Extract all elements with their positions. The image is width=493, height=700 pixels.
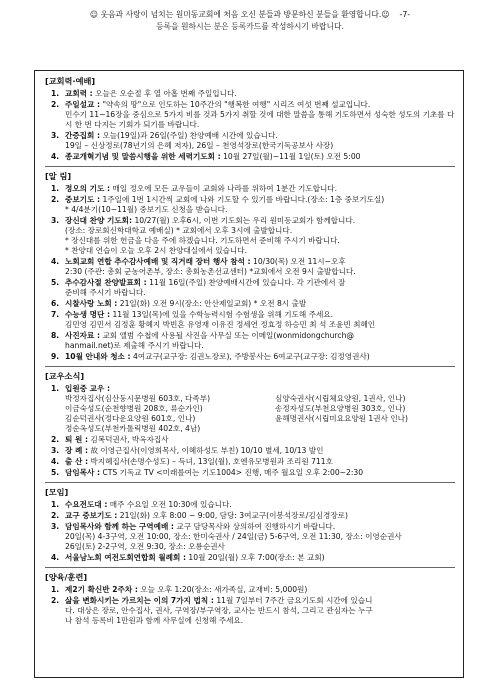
- bulletin-frame: [34, 70, 464, 678]
- list-item: 2. 삶을 변화시키는 가르치는 이의 7가지 법칙 : 11월 7일부터 7주간 금요기도회 시간에 있습니 다. 대상은 장로, 안수집사, 권사, 구역장/부구역장, 교사는 반드시 참석, 그리고 관심자는 누구 나 참석 등록비 1만원과 함께 사무실에 신청해 주세요.: [51, 595, 373, 625]
- table-row: 이금숙성도(순천향병원 208호, 류순가인) 송정자성도(부천요양병원 303호, 인나): [65, 403, 406, 413]
- list-item: 5. 추수감사절 찬양발표회 : 11월 16일(주일) 찬양예배시간에 있습니다. 각 기관에서 잘 준비해 주시기 바랍니다.: [51, 277, 346, 297]
- page-number: -7-: [399, 10, 411, 19]
- list-item: 9. 10월 안내와 청소 : 4여교구(교구장: 김권노장로), 주방봉사는 6여교구(교구장: 김정영권사): [51, 352, 370, 362]
- list-item: 1. 교회력 : 오늘은 오순절 후 열 아홉 번째 주일입니다.: [51, 88, 237, 98]
- list-item: 1. 정오의 기도 : 매일 정오에 모든 교우들이 교회와 나라를 위하여 1분간 기도합니다.: [51, 183, 338, 193]
- list-item: 2. 주일설교 : "약속의 땅"으로 인도하는 10주간의 "행복한 여행" 시리즈 여섯 번째 설교입니다. 민수기 11~16장을 중심으로 5가지 비를 것과 5가지 취할 것에 대한 말씀을 통해 기도하면서 성숙한 성도의 기초를 다시 한 번 다지는 기회가 되기를 바랍니다.: [51, 99, 455, 129]
- list-item: 2. 퇴 원 : 김복덕권사, 박옥자집사: [51, 434, 169, 444]
- section-title: [교우소식]: [45, 371, 85, 382]
- welcome-message: ☺ 웃음과 사랑이 넘치는 원미동교회에 처음 오신 분들과 방문하신 분들을 환영합니다.☺: [89, 10, 390, 19]
- list-item: 4. 서울남노회 여전도회연합회 월례회 : 10월 20일(월) 오후 7:00(장소: 본 교회): [51, 552, 325, 562]
- list-item: 4. 종교개혁기념 및 말씀시행을 위한 세력기도회 : 10월 27일(월)~11월 1일(토) 오전 5:00: [51, 151, 361, 161]
- list-item: 2. 교구 중보기도 : 21일(화) 오후 8:00 ~ 9:00, 담당: 3여교구(이봉석장로/김심경장로): [51, 510, 348, 520]
- section-parish-news: [45, 366, 455, 478]
- list-item: 3. 장 례 : 故 이영근집사(이영희목사, 이혜하성도 부친) 10/10 별세, 10/13 발인: [51, 445, 324, 455]
- section-title: [모임]: [45, 487, 69, 497]
- table-row: 김순덕권사(정다운요양원 601호, 인나) 윤해명권사(시립미요요양원 1권사 인나): [65, 413, 408, 423]
- section-church-calendar: [45, 76, 455, 162]
- list-item: 1. 제2기 확신반 2주차 : 오늘 오후 1:20(장소: 새가족실, 교재비: 5,000원): [51, 584, 308, 594]
- list-item: 7. 수능생 명단 : 11월 13일(목)에 있을 수학능력시험 수험생을 위해 기도해 주세요. 김민영 김민서 김정훈 황혜지 박빈혼 유영재 이유진 정세연 정효정 하승민 최 석 조윤빈 최혜인: [51, 309, 376, 329]
- top-banner: [30, 9, 470, 32]
- section-title: [교회력·예배]: [45, 76, 96, 86]
- section-meetings: [45, 482, 455, 563]
- table-row: 정순옥성도(부천카톨릭병원 402호, 4남): [65, 423, 201, 433]
- list-item: 3. 담임목사와 함께 하는 구역예배 : 교구 담당목사와 상의하여 진행하시기 바랍니다. 20일(목) 4-3구역, 오전 10:00, 장소: 한미숙권사 / 24일(금) 5-6구역, 오전 11:30, 장소: 이영순권사 26일(토) 2-2구역, 오전 9:30, 장소: 오룡순권사: [51, 521, 402, 551]
- section-title: [알 림]: [45, 170, 72, 181]
- list-item: 8. 사진자료 : 교회 앨범 수첩에 사용될 사진을 사무실 또는 이메일(wonmidongchurch@ hanmail.net)로 제출해 주시기 바랍니다.: [51, 330, 354, 350]
- section-training: [45, 567, 455, 626]
- list-item: 2. 중보기도 : 1주일에 1번 1시간씩 교회에 나와 기도할 수 있기를 바랍니다.(장소: 1층 중보기도실) * 4/4분기(10~11월) 중보기도 신청을 받습니다.: [51, 194, 385, 214]
- list-item: 5. 담임목사 : CTS 기독교 TV <미래를여는 기도1004> 진행, 매주 월요일 오후 2:00~2:30: [51, 467, 364, 477]
- list-item: 3. 간증집회 : 오늘(19일)과 26일(주일) 찬양예배 시간에 있습니다. 19일 – 신상정로(78년기의 은혜 저자), 26일 – 천영석장로(한국기독공보사 사장): [51, 130, 334, 150]
- table-row: 박정자집사(심산둥시문병원 603호, 다족부) 심양숙권사(시립체요양원, 1권사, 인나): [65, 393, 406, 403]
- list-item: 6. 시찰사랑 노회 : 21일(화) 오전 9시(장소: 안산제일교회) * 오전 8시 출발: [51, 298, 307, 308]
- list-item: 4. 출 산 : 박지혜집사(손명수성도) – 득녀, 13일(월), 호엔유모병원과 조리원 711호: [51, 456, 333, 466]
- section-title: [양육/훈련]: [45, 571, 88, 582]
- list-item: 3. 장신대 찬양 기도회: 10/27(월) 오후6시, 이번 기도회는 우리 원미동교회가 함께합니다. (장소: 장로회신학대학교 예배실) * 교회에서 오후 3시에 출발합니다. * 장신대를 위한 헌금을 다음 주에 하겠습니다. 기도하면서 준비해 주시기 바랍니다. * 찬양대 연습이 오늘 오후 2시 찬양대실에서 있습니다.: [51, 215, 356, 255]
- list-item: 1. 입원중 교우 : 박정자집사(심산둥시문병원 603호, 다족부) 심양숙권사(시립체요양원, 1권사, 인나) 이금숙성도(순천향병원 208호, 류순가인) 송정자성도(부천요양병원 303호, 인나) 김순덕권사(정다운요양원 601호, 인나) 윤해명권사(시립미요요양원 1권사 인나) 정순옥성도(부천카톨릭병원 402호, 4남): [45, 384, 455, 434]
- section-notices: [45, 166, 455, 362]
- list-item: 4. 노회교회 연합 추수감사예배 및 직거래 장터 행사 참석 : 10/30(목) 오전 11시~오후 2:30 (주관: 총회 군농어촌부, 장소: 총회농촌선교센터) *교회에서 오전 9시 출발합니다.: [51, 256, 356, 276]
- list-item: 1. 수요전도대 : 매주 수요일 오전 10:30에 있습니다.: [51, 499, 232, 509]
- registration-message: 등록을 원하시는 분은 등록카드를 작성하시기 바랍니다.: [155, 21, 345, 31]
